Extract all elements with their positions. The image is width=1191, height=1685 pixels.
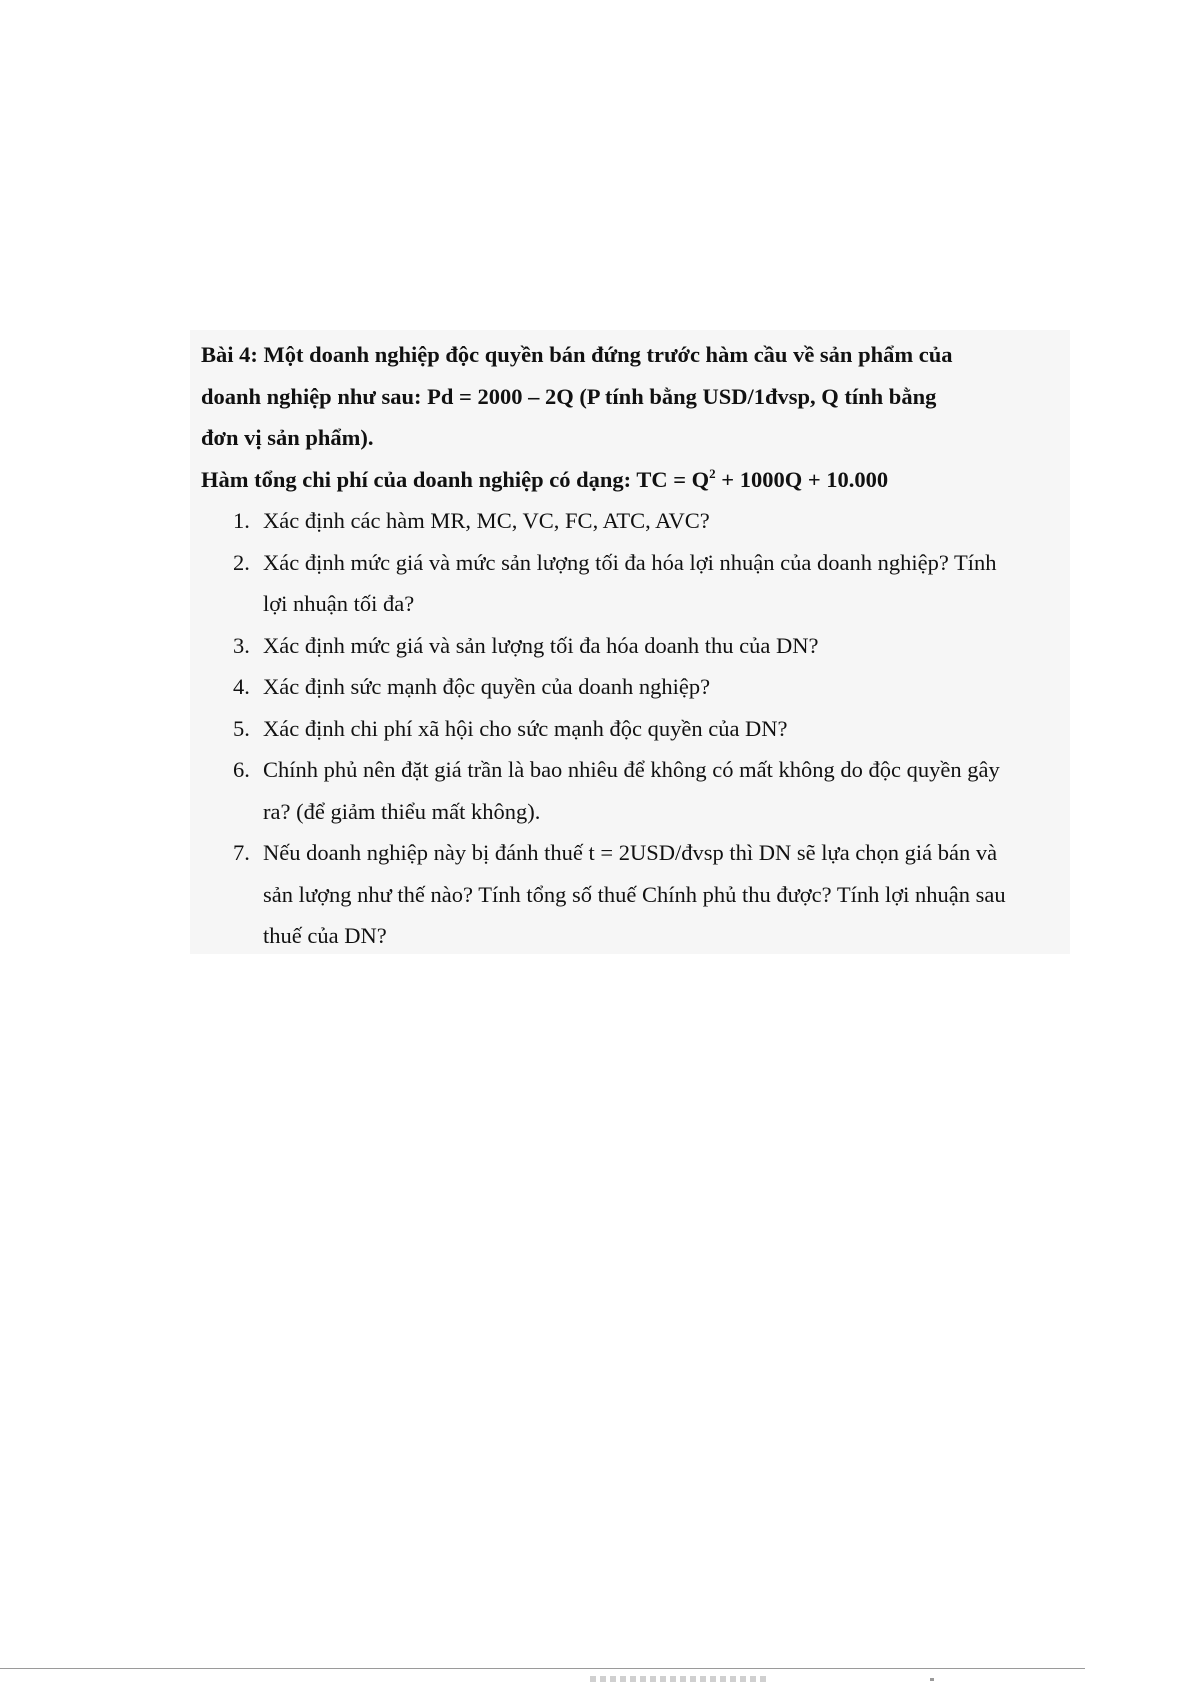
exercise-content xyxy=(201,334,1071,957)
question-number: 3. xyxy=(233,632,250,658)
heading-line-1: Bài 4: Một doanh nghiệp độc quyền bán đứng trước hàm cầu về sản phẩm của xyxy=(201,342,953,367)
footer-mark xyxy=(930,1678,934,1681)
question-text: Xác định các hàm MR, MC, VC, FC, ATC, AVC? xyxy=(263,508,710,533)
cost-function-prefix: Hàm tổng chi phí của doanh nghiệp có dạng: TC = Q xyxy=(201,466,710,492)
cost-function-exponent: 2 xyxy=(709,465,716,481)
cost-function-line xyxy=(201,459,1071,501)
question-number: 7. xyxy=(233,840,250,865)
question-number: 2. xyxy=(233,549,250,575)
question-text: Nếu doanh nghiệp này bị đánh thuế t = 2USD/đvsp thì DN sẽ lựa chọn giá bán và sản lượng như thế nào? Tính tổng số thuế Chính phủ thu được? Tính lợi nhuận sau thuế của DN? xyxy=(263,840,1006,948)
question-number: 6. xyxy=(233,757,250,782)
heading-line-3: đơn vị sản phẩm). xyxy=(201,425,374,450)
question-text: Xác định chi phí xã hội cho sức mạnh độc quyền của DN? xyxy=(263,715,788,741)
question-item xyxy=(201,749,1071,832)
cost-function-suffix: + 1000Q + 10.000 xyxy=(715,466,889,492)
question-item xyxy=(201,542,1071,625)
question-item xyxy=(201,666,1071,708)
question-text: Xác định mức giá và sản lượng tối đa hóa doanh thu của DN? xyxy=(263,632,819,658)
question-item xyxy=(201,832,1071,957)
question-text: Xác định mức giá và mức sản lượng tối đa hóa lợi nhuận của doanh nghiệp? Tính lợi nhuận tối đa? xyxy=(263,549,997,616)
question-number: 4. xyxy=(233,674,250,699)
heading-line-2: doanh nghiệp như sau: Pd = 2000 – 2Q (P tính bằng USD/1đvsp, Q tính bằng xyxy=(201,383,937,409)
question-item xyxy=(201,500,1071,542)
question-number: 5. xyxy=(233,715,250,741)
question-text: Chính phủ nên đặt giá trần là bao nhiêu để không có mất không do độc quyền gây ra? (để giảm thiểu mất không). xyxy=(263,757,1000,824)
question-text: Xác định sức mạnh độc quyền của doanh nghiệp? xyxy=(263,674,711,699)
question-list xyxy=(201,500,1071,957)
question-item xyxy=(201,708,1071,750)
question-number: 1. xyxy=(233,508,250,533)
question-item xyxy=(201,625,1071,667)
footer-scan-artifact xyxy=(590,1676,770,1682)
footer-divider xyxy=(0,1668,1085,1669)
